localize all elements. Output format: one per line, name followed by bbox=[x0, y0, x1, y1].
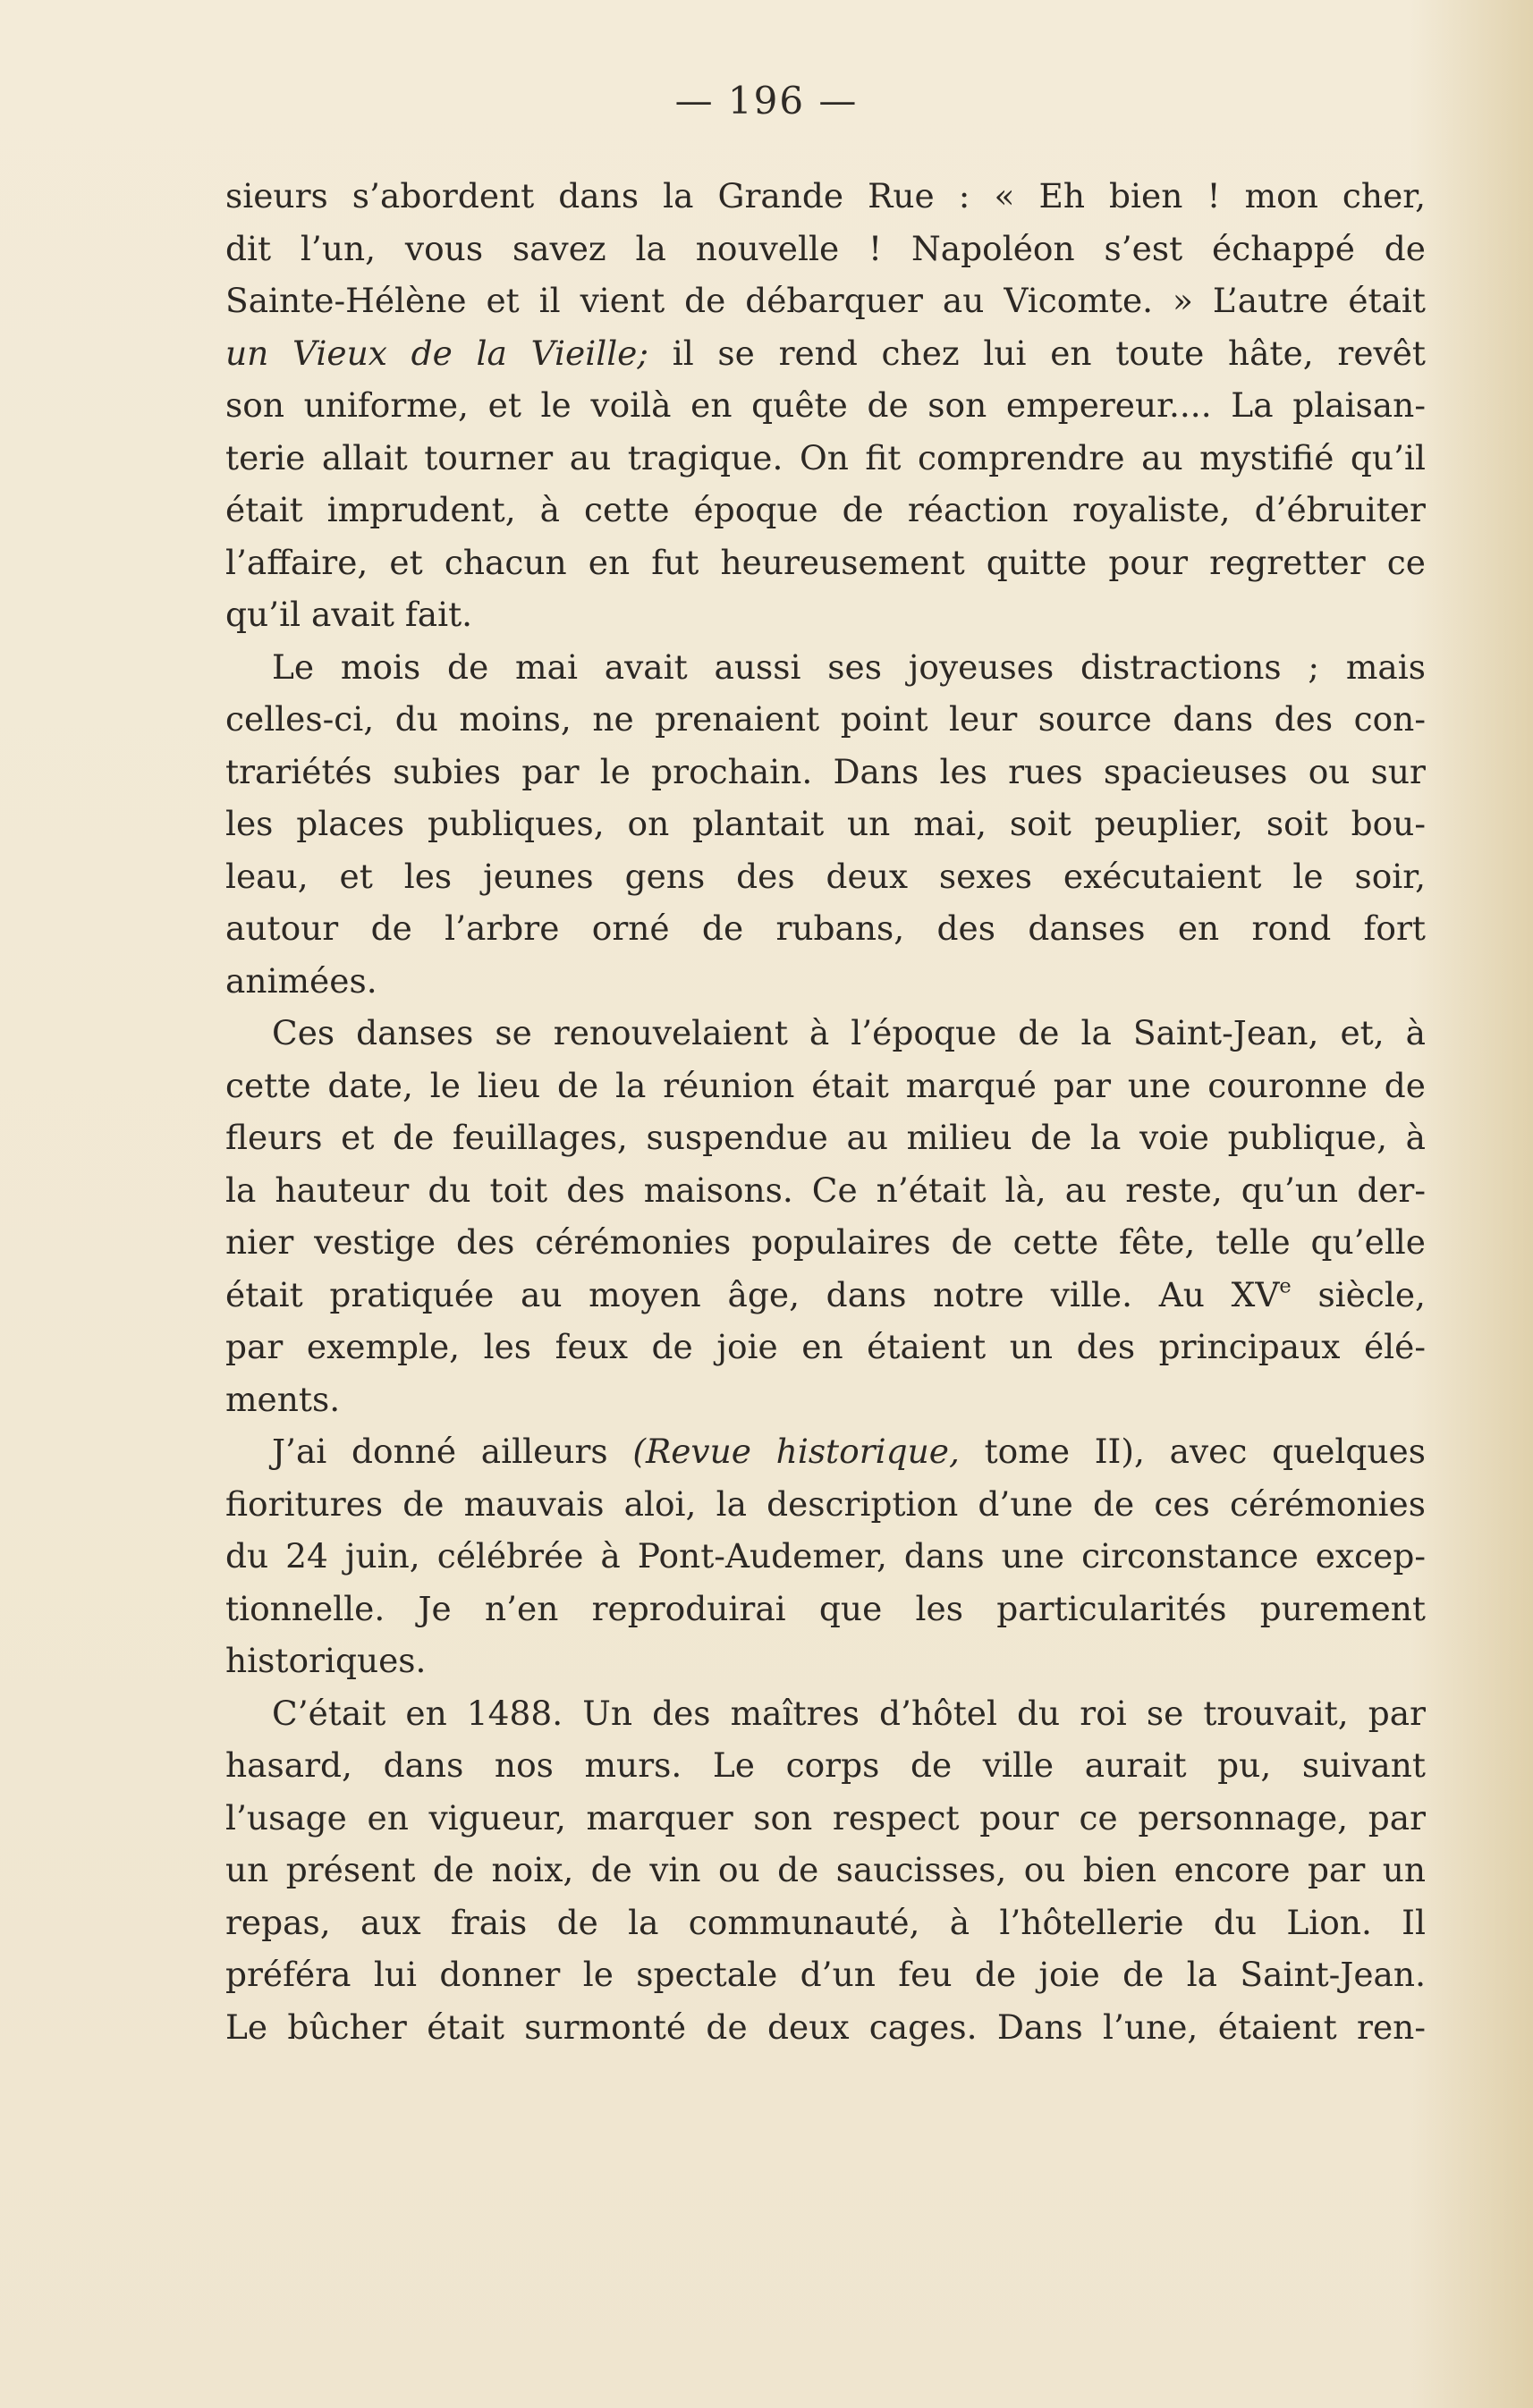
text-run: J’ai donné ailleurs bbox=[272, 1432, 633, 1471]
text-line: cette date, le lieu de la réunion était marqué par une couronne de bbox=[225, 1065, 1426, 1105]
page-number: — 196 — bbox=[674, 79, 859, 123]
text-line: tionnelle. Je n’en reproduirai que les particularités purement bbox=[225, 1588, 1426, 1628]
text-line: celles-ci, du moins, ne prenaient point leur source dans des con- bbox=[225, 699, 1426, 739]
italic-phrase: un Vieux de la Vieille; bbox=[225, 333, 649, 373]
italic-phrase: (Revue historique, bbox=[632, 1432, 960, 1471]
paragraph-start bbox=[225, 1425, 1426, 1478]
text-line: ments. bbox=[225, 1379, 341, 1419]
text-line: terie allait tourner au tragique. On fit comprendre au mystifié qu’il bbox=[225, 437, 1426, 477]
text-line bbox=[225, 327, 1426, 380]
paragraph-start: Ces danses se renouvelaient à l’époque de la Saint-Jean, et, à bbox=[272, 1013, 1426, 1052]
text-line: Sainte-Hélène et il vient de débarquer au Vicomte. » L’autre était bbox=[225, 281, 1426, 320]
paragraph-start: Le mois de mai avait aussi ses joyeuses distractions ; mais bbox=[272, 646, 1426, 687]
text-line: trariétés subies par le prochain. Dans les rues spacieuses ou sur bbox=[225, 751, 1426, 791]
text-line: fioritures de mauvais aloi, la description d’une de ces cérémonies bbox=[225, 1483, 1426, 1524]
text-line: repas, aux frais de la communauté, à l’hôtellerie du Lion. Il bbox=[225, 1902, 1426, 1942]
text-line: un présent de noix, de vin ou de saucisses, ou bien encore par un bbox=[225, 1850, 1426, 1889]
text-line: la hauteur du toit des maisons. Ce n’était là, au reste, qu’un der- bbox=[225, 1170, 1426, 1210]
text-line: animées. bbox=[225, 960, 377, 1001]
text-line: par exemple, les feux de joie en étaient un des principaux élé- bbox=[225, 1327, 1426, 1366]
text-line bbox=[225, 1269, 1426, 1322]
text-line: historiques. bbox=[225, 1641, 427, 1680]
text-line: l’affaire, et chacun en fut heureusement quitte pour regretter ce bbox=[225, 542, 1426, 582]
text-line: les places publiques, on plantait un mai, soit peuplier, soit bou- bbox=[225, 804, 1426, 843]
text-line: hasard, dans nos murs. Le corps de ville aurait pu, suivant bbox=[225, 1745, 1426, 1785]
text-line: dit l’un, vous savez la nouvelle ! Napoléon s’est échappé de bbox=[225, 228, 1426, 268]
text-line: leau, et les jeunes gens des deux sexes exécutaient le soir, bbox=[225, 856, 1426, 896]
text-line: fleurs et de feuillages, suspendue au milieu de la voie publique, à bbox=[225, 1118, 1426, 1157]
text-run: siècle, bbox=[1291, 1274, 1426, 1314]
text-line: son uniforme, et le voilà en quête de son empereur.... La plaisan- bbox=[225, 385, 1426, 425]
text-line: préféra lui donner le spectale d’un feu de joie de la Saint-Jean. bbox=[225, 1955, 1426, 1994]
text-line: du 24 juin, célébrée à Pont-Audemer, dans une circonstance excep- bbox=[225, 1536, 1426, 1576]
text-line: qu’il avait fait. bbox=[225, 595, 473, 634]
text-run: il se rend chez lui en toute hâte, revêt bbox=[648, 333, 1426, 373]
text-line: l’usage en vigueur, marquer son respect pour ce personnage, par bbox=[225, 1797, 1426, 1838]
text-line: était imprudent, à cette époque de réaction royaliste, d’ébruiter bbox=[225, 490, 1426, 529]
text-line: Le bûcher était surmonté de deux cages. Dans l’une, étaient ren- bbox=[225, 2007, 1426, 2047]
text-line: nier vestige des cérémonies populaires de cette fête, telle qu’elle bbox=[225, 1222, 1426, 1262]
text-run: tome II), avec quelques bbox=[959, 1432, 1426, 1471]
paragraph-start: C’était en 1488. Un des maîtres d’hôtel du roi se trouvait, par bbox=[272, 1693, 1426, 1733]
body-text bbox=[225, 170, 1426, 2053]
text-line: autour de l’arbre orné de rubans, des danses en rond fort bbox=[225, 908, 1426, 948]
superscript: e bbox=[1279, 1273, 1292, 1297]
text-line: sieurs s’abordent dans la Grande Rue : « Eh bien ! mon cher, bbox=[225, 176, 1426, 215]
text-run: était pratiquée au moyen âge, dans notre ville. Au XV bbox=[225, 1274, 1280, 1314]
